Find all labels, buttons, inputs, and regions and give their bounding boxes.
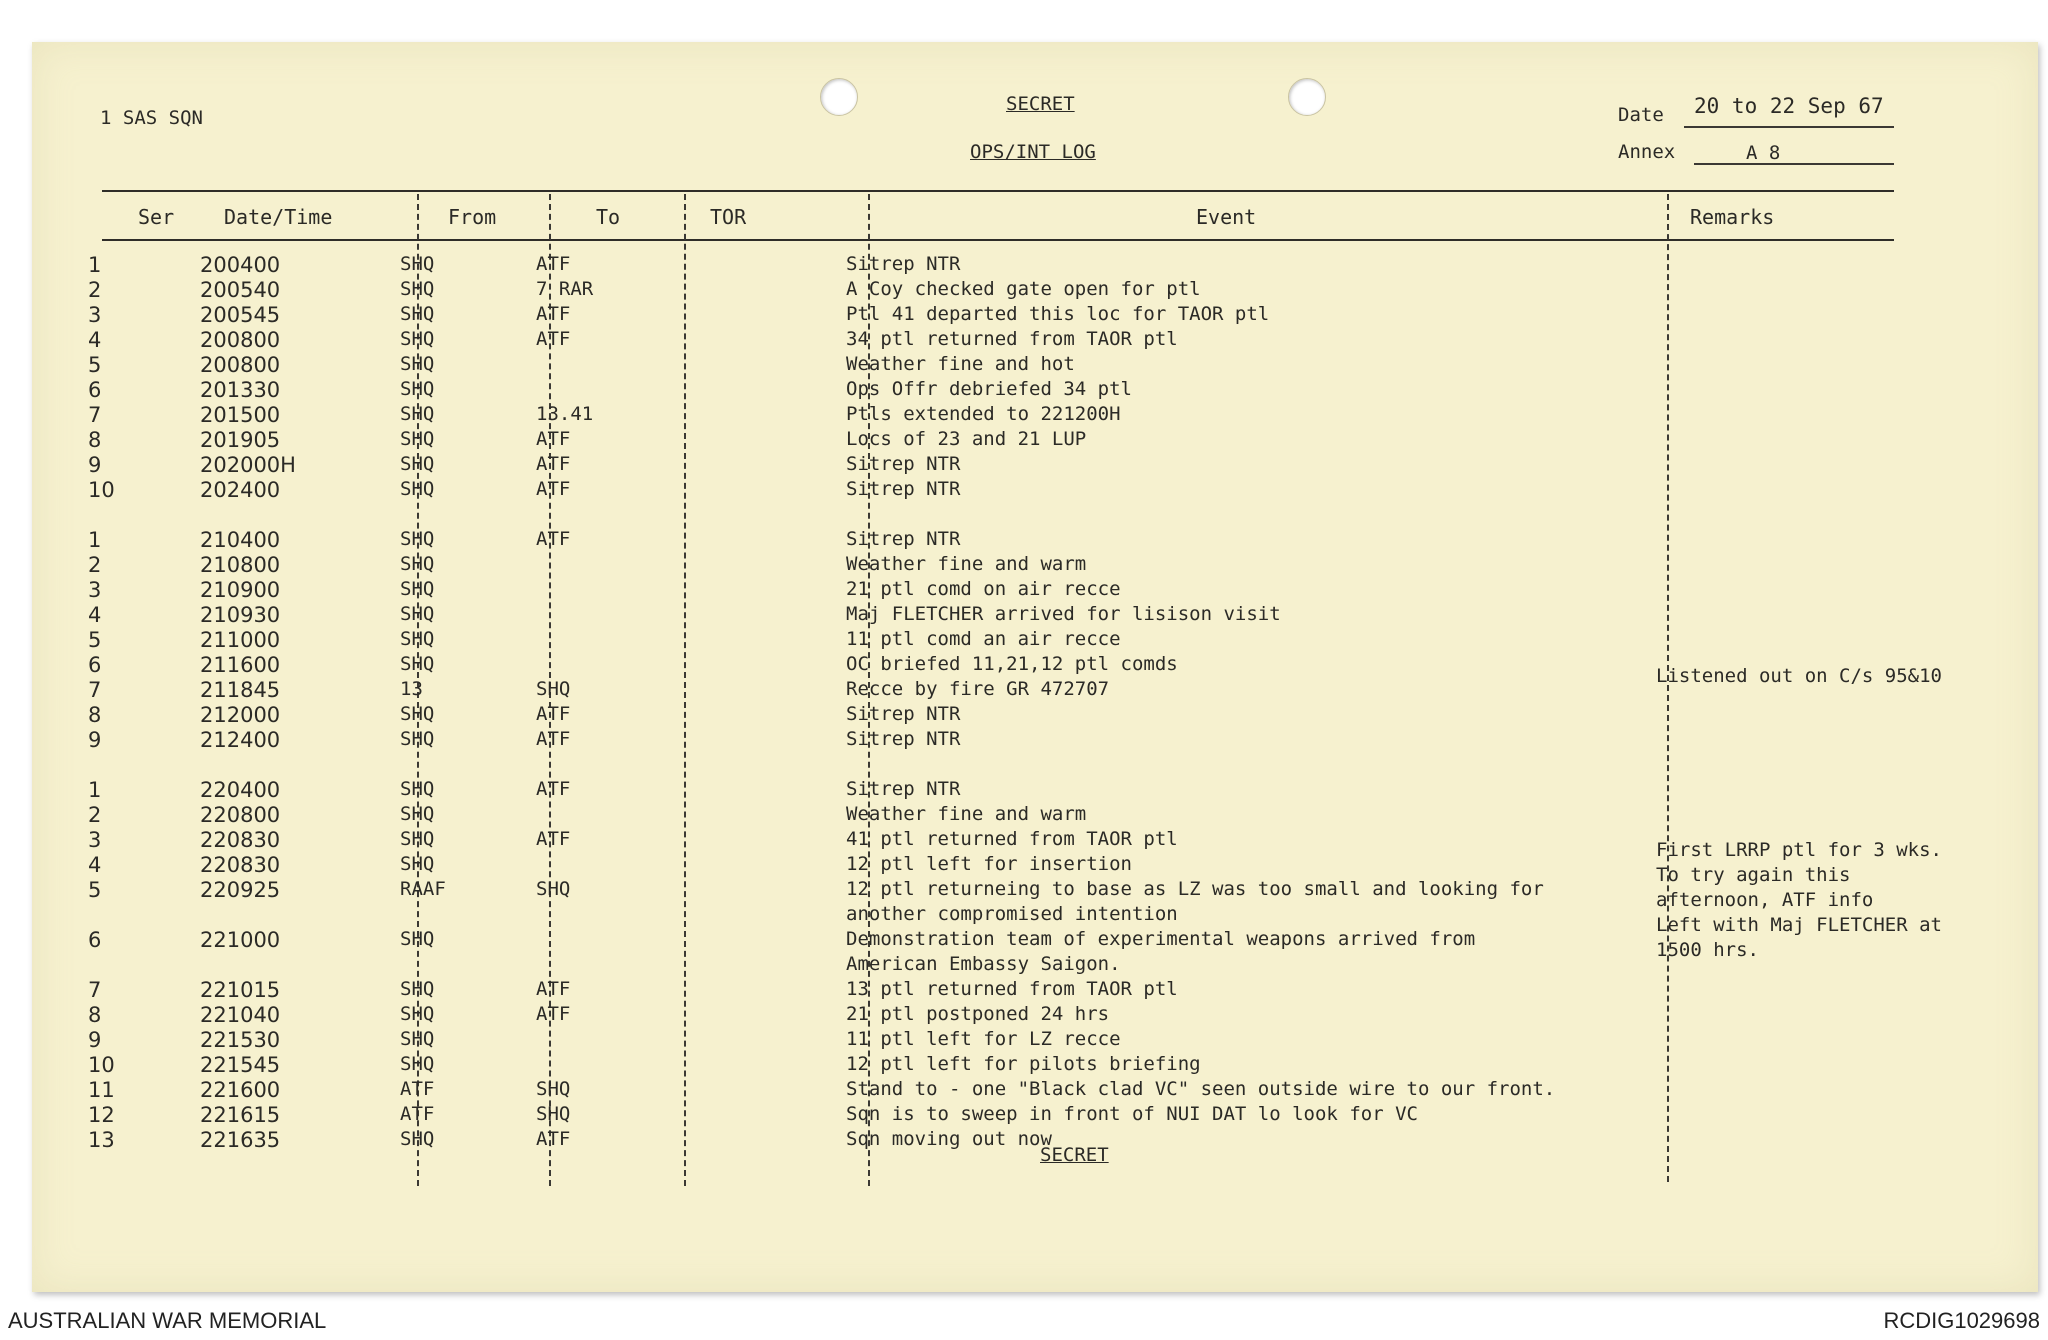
event-cell: another compromised intention [846, 903, 1178, 925]
from-cell: SHQ [400, 428, 435, 450]
to-cell: ATF [536, 978, 571, 1000]
event-cell: Weather fine and warm [846, 553, 1087, 575]
ser-cell: 7 [88, 978, 102, 1002]
table-row [0, 778, 2006, 803]
table-row [0, 453, 2006, 478]
from-cell: ATF [400, 1078, 435, 1100]
from-cell: SHQ [400, 528, 435, 550]
ser-cell: 1 [88, 253, 102, 277]
from-cell: SHQ [400, 978, 435, 1000]
table-row [0, 528, 2006, 553]
table-row [0, 428, 2006, 453]
datetime-cell: 200540 [200, 278, 281, 302]
classification-top: SECRET [1006, 93, 1075, 115]
ser-cell: 2 [88, 278, 102, 302]
from-cell: SHQ [400, 453, 435, 475]
datetime-cell: 210930 [200, 603, 281, 627]
ser-cell: 8 [88, 1003, 102, 1027]
ser-cell: 12 [88, 1103, 115, 1127]
event-cell: Sitrep NTR [846, 478, 961, 500]
from-cell: SHQ [400, 1053, 435, 1075]
table-row [0, 578, 2006, 603]
col-header-event: Event [1196, 205, 1257, 229]
from-cell: SHQ [400, 278, 435, 300]
datetime-cell: 220830 [200, 828, 281, 852]
annex-value: A 8 [1746, 142, 1781, 164]
event-cell: Demonstration team of experimental weapons arrived from [846, 928, 1476, 950]
datetime-cell: 221040 [200, 1003, 281, 1027]
table-row [0, 803, 2006, 828]
datetime-cell: 202000H [200, 453, 296, 477]
ser-cell: 4 [88, 603, 102, 627]
event-cell: Sqn is to sweep in front of NUI DAT lo look for VC [846, 1103, 1418, 1125]
from-cell: SHQ [400, 803, 435, 825]
from-cell: 13 [400, 678, 423, 700]
ser-cell: 2 [88, 803, 102, 827]
datetime-cell: 212000 [200, 703, 281, 727]
to-cell: ATF [536, 453, 571, 475]
datetime-cell: 202400 [200, 478, 281, 502]
from-cell: SHQ [400, 478, 435, 500]
event-cell: Weather fine and warm [846, 803, 1087, 825]
from-cell: SHQ [400, 328, 435, 350]
datetime-cell: 212400 [200, 728, 281, 752]
col-header-ser: Ser [138, 205, 175, 229]
datetime-cell: 201500 [200, 403, 281, 427]
to-cell: ATF [536, 303, 571, 325]
event-cell: Recce by fire GR 472707 [846, 678, 1110, 700]
event-cell: Maj FLETCHER arrived for lisison visit [846, 603, 1281, 625]
table-row [0, 1028, 2006, 1053]
to-cell: ATF [536, 703, 571, 725]
event-cell: 12 ptl returneing to base as LZ was too small and looking for [846, 878, 1544, 900]
table-top-rule [102, 190, 1894, 192]
col-header-to: To [596, 205, 621, 229]
datetime-cell: 221530 [200, 1028, 281, 1052]
event-cell: American Embassy Saigon. [846, 953, 1121, 975]
ser-cell: 4 [88, 328, 102, 352]
ser-cell: 7 [88, 678, 102, 702]
ser-cell: 3 [88, 303, 102, 327]
to-cell: ATF [536, 528, 571, 550]
to-cell: SHQ [536, 878, 571, 900]
ser-cell: 7 [88, 403, 102, 427]
from-cell: SHQ [400, 1128, 435, 1150]
from-cell: SHQ [400, 928, 435, 950]
event-cell: Ptl 41 departed this loc for TAOR ptl [846, 303, 1270, 325]
to-cell: 13.41 [536, 403, 594, 425]
datetime-cell: 221600 [200, 1078, 281, 1102]
footer-record-id: RCDIG1029698 [1883, 1308, 2040, 1333]
datetime-cell: 220830 [200, 853, 281, 877]
ser-cell: 1 [88, 778, 102, 802]
datetime-cell: 200800 [200, 353, 281, 377]
from-cell: SHQ [400, 828, 435, 850]
to-cell: ATF [536, 1003, 571, 1025]
ser-cell: 6 [88, 928, 102, 952]
table-row [0, 278, 2006, 303]
ser-cell: 2 [88, 553, 102, 577]
to-cell: ATF [536, 428, 571, 450]
to-cell: ATF [536, 1128, 571, 1150]
datetime-cell: 201330 [200, 378, 281, 402]
ser-cell: 6 [88, 653, 102, 677]
remark-line-4: Left with Maj FLETCHER at [1656, 914, 1942, 936]
table-row [0, 328, 2006, 353]
ser-cell: 4 [88, 853, 102, 877]
table-row [0, 628, 2006, 653]
table-row [0, 1078, 2006, 1103]
ser-cell: 9 [88, 1028, 102, 1052]
punch-hole-left [820, 78, 858, 116]
to-cell: ATF [536, 328, 571, 350]
to-cell: SHQ [536, 678, 571, 700]
date-label: Date [1618, 104, 1664, 126]
table-row [0, 1128, 2006, 1153]
ser-cell: 10 [88, 478, 115, 502]
from-cell: SHQ [400, 653, 435, 675]
datetime-cell: 210900 [200, 578, 281, 602]
table-row [0, 1103, 2006, 1128]
from-cell: SHQ [400, 253, 435, 275]
datetime-cell: 210400 [200, 528, 281, 552]
from-cell: SHQ [400, 778, 435, 800]
event-cell: 13 ptl returned from TAOR ptl [846, 978, 1178, 1000]
event-cell: Ptls extended to 221200H [846, 403, 1121, 425]
remark-line-5: 1500 hrs. [1656, 939, 1759, 961]
from-cell: SHQ [400, 578, 435, 600]
event-cell: OC briefed 11,21,12 ptl comds [846, 653, 1178, 675]
datetime-cell: 221635 [200, 1128, 281, 1152]
annex-underline [1694, 163, 1894, 165]
from-cell: SHQ [400, 403, 435, 425]
event-cell: Ops Offr debriefed 34 ptl [846, 378, 1132, 400]
datetime-cell: 221615 [200, 1103, 281, 1127]
date-value: 20 to 22 Sep 67 [1694, 94, 1884, 118]
table-row [0, 1003, 2006, 1028]
table-row [0, 403, 2006, 428]
datetime-cell: 211845 [200, 678, 281, 702]
from-cell: SHQ [400, 378, 435, 400]
from-cell: SHQ [400, 703, 435, 725]
date-underline [1684, 126, 1894, 128]
table-row [0, 553, 2006, 578]
from-cell: SHQ [400, 1003, 435, 1025]
ser-cell: 5 [88, 628, 102, 652]
to-cell: ATF [536, 778, 571, 800]
remark-line-1: First LRRP ptl for 3 wks. [1656, 839, 1942, 861]
remark-listened-out: Listened out on C/s 95&10 [1656, 665, 1942, 687]
datetime-cell: 201905 [200, 428, 281, 452]
event-cell: 41 ptl returned from TAOR ptl [846, 828, 1178, 850]
from-cell: SHQ [400, 853, 435, 875]
datetime-cell: 211600 [200, 653, 281, 677]
ser-cell: 6 [88, 378, 102, 402]
footer-archive-name: AUSTRALIAN WAR MEMORIAL [8, 1308, 327, 1333]
annex-label: Annex [1618, 141, 1676, 163]
punch-hole-right [1288, 78, 1326, 116]
from-cell: ATF [400, 1103, 435, 1125]
from-cell: SHQ [400, 603, 435, 625]
event-cell: 21 ptl postponed 24 hrs [846, 1003, 1110, 1025]
ser-cell: 11 [88, 1078, 115, 1102]
event-cell: Locs of 23 and 21 LUP [846, 428, 1087, 450]
event-cell: A Coy checked gate open for ptl [846, 278, 1201, 300]
table-row [0, 603, 2006, 628]
datetime-cell: 210800 [200, 553, 281, 577]
event-cell: Sitrep NTR [846, 778, 961, 800]
table-row [0, 1053, 2006, 1078]
table-row [0, 353, 2006, 378]
from-cell: SHQ [400, 728, 435, 750]
to-cell: 7 RAR [536, 278, 594, 300]
event-cell: Sitrep NTR [846, 528, 961, 550]
col-header-tor: TOR [710, 205, 747, 229]
event-cell: 11 ptl left for LZ recce [846, 1028, 1121, 1050]
datetime-cell: 200400 [200, 253, 281, 277]
table-row [0, 478, 2006, 503]
event-cell: Sitrep NTR [846, 703, 961, 725]
remark-line-2: To try again this [1656, 864, 1851, 886]
event-cell: Sitrep NTR [846, 253, 961, 275]
to-cell: ATF [536, 478, 571, 500]
ser-cell: 1 [88, 528, 102, 552]
ser-cell: 8 [88, 703, 102, 727]
datetime-cell: 220925 [200, 878, 281, 902]
to-cell: ATF [536, 728, 571, 750]
ser-cell: 3 [88, 578, 102, 602]
datetime-cell: 221000 [200, 928, 281, 952]
datetime-cell: 200800 [200, 328, 281, 352]
to-cell: SHQ [536, 1078, 571, 1100]
event-cell: Sqn moving out now [846, 1128, 1052, 1150]
table-row [0, 253, 2006, 278]
event-cell: 11 ptl comd an air recce [846, 628, 1121, 650]
event-cell: 21 ptl comd on air recce [846, 578, 1121, 600]
from-cell: SHQ [400, 353, 435, 375]
datetime-cell: 220800 [200, 803, 281, 827]
datetime-cell: 221545 [200, 1053, 281, 1077]
from-cell: RAAF [400, 878, 446, 900]
datetime-cell: 211000 [200, 628, 281, 652]
datetime-cell: 200545 [200, 303, 281, 327]
ser-cell: 9 [88, 728, 102, 752]
table-row [0, 378, 2006, 403]
log-title: OPS/INT LOG [970, 141, 1096, 163]
datetime-cell: 221015 [200, 978, 281, 1002]
remark-line-3: afternoon, ATF info [1656, 889, 1874, 911]
col-header-from: From [448, 205, 497, 229]
from-cell: SHQ [400, 1028, 435, 1050]
table-row [0, 978, 2006, 1003]
event-cell: 12 ptl left for pilots briefing [846, 1053, 1201, 1075]
ser-cell: 5 [88, 878, 102, 902]
event-cell: Sitrep NTR [846, 453, 961, 475]
ser-cell: 10 [88, 1053, 115, 1077]
ser-cell: 8 [88, 428, 102, 452]
to-cell: ATF [536, 253, 571, 275]
event-cell: 34 ptl returned from TAOR ptl [846, 328, 1178, 350]
table-row [0, 703, 2006, 728]
classification-bottom: SECRET [1040, 1144, 1109, 1166]
datetime-cell: 220400 [200, 778, 281, 802]
unit-name: 1 SAS SQN [100, 107, 203, 129]
ser-cell: 13 [88, 1128, 115, 1152]
ser-cell: 9 [88, 453, 102, 477]
to-cell: ATF [536, 828, 571, 850]
event-cell: 12 ptl left for insertion [846, 853, 1132, 875]
table-row [0, 728, 2006, 753]
event-cell: Weather fine and hot [846, 353, 1075, 375]
ser-cell: 5 [88, 353, 102, 377]
to-cell: SHQ [536, 1103, 571, 1125]
from-cell: SHQ [400, 553, 435, 575]
ser-cell: 3 [88, 828, 102, 852]
table-row [0, 303, 2006, 328]
from-cell: SHQ [400, 628, 435, 650]
table-header-rule [102, 239, 1894, 241]
col-header-datetime: Date/Time [224, 205, 333, 229]
from-cell: SHQ [400, 303, 435, 325]
col-header-remarks: Remarks [1690, 205, 1775, 229]
event-cell: Sitrep NTR [846, 728, 961, 750]
event-cell: Stand to - one "Black clad VC" seen outside wire to our front. [846, 1078, 1556, 1100]
